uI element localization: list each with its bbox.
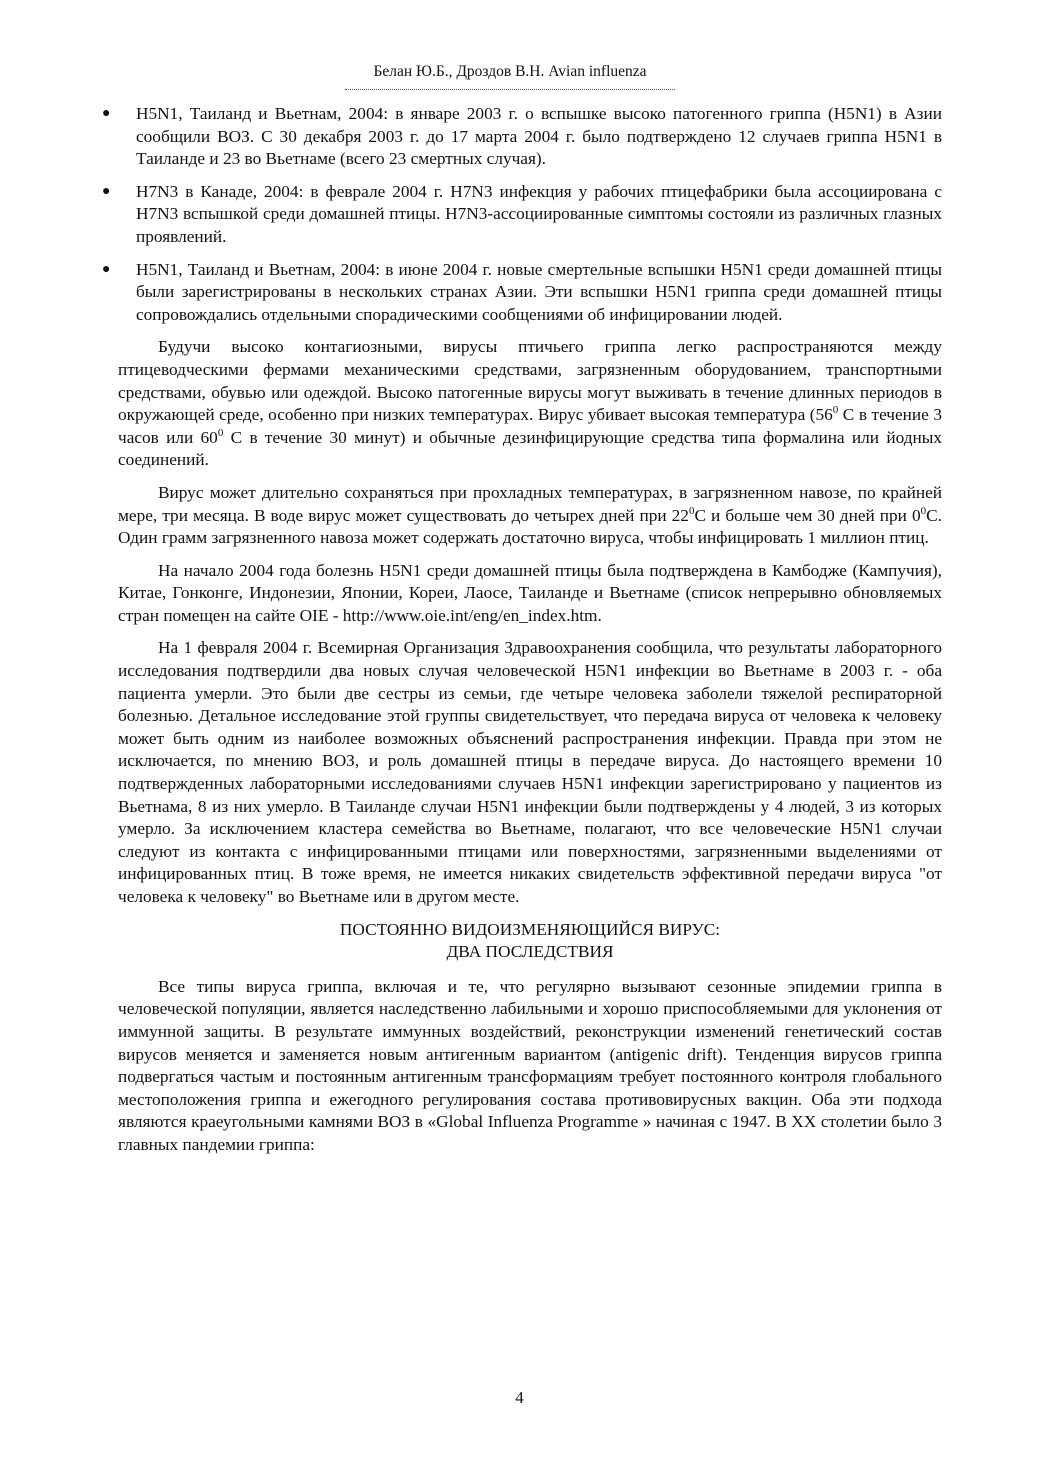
superscript-degree: 0: [217, 426, 224, 439]
paragraph-antigenic-drift: Все типы вируса гриппа, включая и те, что регулярно вызывают сезонные эпидемии гриппа в человеческой популяции, является наследственно лабильными и хорошо приспособляемыми для уклонения от иммунной защиты. В результате иммунных воздействий, реконструкции изменений генетический состав вирусов меняется и заменяется новым антигенным вариантом (antigenic drift). Тенденция вирусов гриппа подвергаться частым и постоянным антигенным трансформациям требует постоянного контроля глобального местоположения гриппа и ежегодного регулирования состава противовирусных вакцин. Оба эти подхода являются краеугольными камнями ВОЗ в «Global Influenza Programme » начиная с 1947. В XX столетии было 3 главных пандемии гриппа:: [118, 976, 942, 1154]
section-heading-line1: ПОСТОЯННО ВИДОИЗМЕНЯЮЩИЙСЯ ВИРУС:: [339, 919, 721, 939]
list-item-text: H5N1, Таиланд и Вьетнам, 2004: в январе 2003 г. о вспышке высоко патогенного гриппа (H5N1) в Азии сообщили ВОЗ. С 30 декабря 2003 г. до 17 марта 2004 г. было подтверждено 12 случаев гриппа H5N1 в Таиланде и 23 во Вьетнаме (всего 23 смертных случая).: [136, 104, 942, 169]
bullet-list: [102, 103, 942, 326]
superscript-degree: 0: [920, 504, 927, 517]
section-heading: [118, 919, 942, 964]
paragraph-contagious: Будучи высоко контагиозными, вирусы птичьего гриппа легко распространяются между птицеводческими фермами механическими средствами, загрязненным оборудованием, транспортными средствами, обувью или одеждой. Высоко патогенные вирусы могут выживать в течение длинных периодов в окружающей среде, особенно при низких температурах. Вирус убивает высокая температура ($56^0$ С в течение 3 часов или $60^0$ С в течение 30 минут) и обычные дезинфицирующие средства типа формалина или йодных соединений.: [118, 337, 942, 470]
running-header: Белан Ю.Б., Дроздов В.Н. Avian influenza: [373, 63, 647, 80]
bullet-dot-icon: ●: [102, 261, 111, 277]
bullet-dot-icon: ●: [102, 106, 111, 121]
header-divider: [345, 89, 675, 90]
paragraph-survival: Вирус может длительно сохраняться при прохладных температурах, в загрязненном навозе, по крайней мере, три месяца. В воде вирус может существовать до четырех дней при $22^0С$ и больше чем 30 дней при $0^0С$. Один грамм загрязненного навоза может содержать достаточно вируса, чтобы инфицировать 1 миллион птиц.: [118, 482, 942, 548]
list-item: [102, 103, 942, 171]
bullet-dot-icon: ●: [102, 183, 111, 199]
list-item-text: H7N3 в Канаде, 2004: в феврале 2004 г. H7N3 инфекция у рабочих птицефабрики была ассоциирована с H7N3 вспышкой среди домашней птицы. H7N3-ассоциированные симптомы состояли из различных глазных проявлений.: [136, 181, 942, 246]
paragraph-who-report: На 1 февраля 2004 г. Всемирная Организация Здравоохранения сообщила, что результаты лабораторного исследования подтвердили два новых случая человеческой H5N1 инфекции во Вьетнаме в 2003 г. - оба пациента умерли. Это были две сестры из семьи, где четыре человека заболели тяжелой респираторной болезнью. Детальное исследование этой группы свидетельствует, что передача вируса от человека к человеку может быть одним из наиболее возможных объяснений распространения инфекции. Правда при этом не исключается, по мнению ВОЗ, и роль домашней птицы в передаче вируса. До настоящего времени 10 подтвержденных лабораторными исследованиями случаев H5N1 инфекции зарегистрировано у пациентов из Вьетнама, 8 из них умерло. В Таиланде случаи H5N1 инфекции были подтверждены у 4 людей, 3 из которых умерло. За исключением кластера семейства во Вьетнаме, полагают, что все человеческие H5N1 случаи следуют из контакта с инфицированными птицами или поверхностями, загрязненными выделениями от инфицированных птиц. В тоже время, не имеется никаких свидетельств эффективной передачи вируса "от человека к человеку" во Вьетнаме или в другом месте.: [118, 638, 942, 906]
page-body: [102, 103, 942, 1167]
list-item: [102, 259, 942, 327]
superscript-degree: 0: [832, 404, 839, 417]
section-heading-line2: ДВА ПОСЛЕДСТВИЯ: [446, 942, 614, 962]
list-item: [102, 181, 942, 249]
superscript-degree: 0: [688, 504, 695, 517]
paragraph-countries: На начало 2004 года болезнь H5N1 среди домашней птицы была подтверждена в Камбодже (Кампучия), Китае, Гонконге, Индонезии, Японии, Кореи, Лаосе, Таиланде и Вьетнаме (список непрерывно обновляемых стран помещен на сайте OIE - http://www.oie.int/eng/en_index.htm.: [118, 560, 942, 625]
page-number: 4: [515, 1388, 524, 1407]
list-item-text: H5N1, Таиланд и Вьетнам, 2004: в июне 2004 г. новые смертельные вспышки H5N1 среди домашней птицы были зарегистрированы в нескольких странах Азии. Эти вспышки H5N1 гриппа среди домашней птицы сопровождались отдельными спорадическими сообщениями об инфицировании людей.: [136, 259, 942, 324]
